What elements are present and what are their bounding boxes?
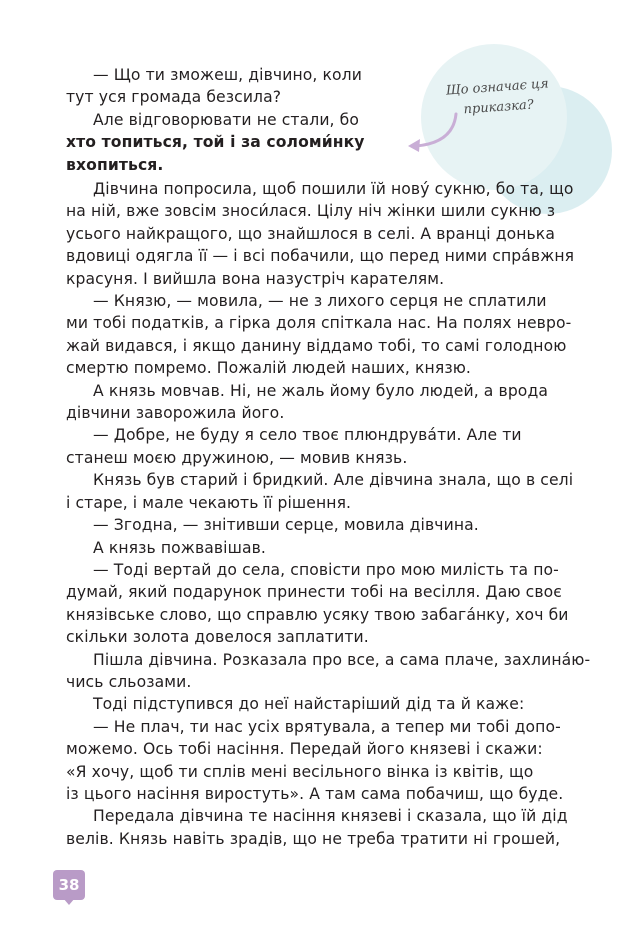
text-line: Князь був старий і бридкий. Але дівчина знала, що в селі [93, 471, 574, 490]
proverb-text: вхопиться. [66, 155, 164, 174]
text-line: чись сльозами. [66, 672, 192, 691]
text-line: Пішла дівчина. Розказала про все, а сама плаче, захлина́ю- [93, 650, 591, 669]
story-text-top [66, 64, 398, 176]
text-line: думай, який подарунок принести тобі на весілля. Даю своє [66, 583, 562, 602]
text-line: Дівчина попросила, щоб пошили їй нову́ сукню, бо та, що [93, 180, 574, 198]
text-line: ми тобі податків, а гірка доля спіткала нас. На полях невро- [66, 314, 572, 333]
text-line: із цього насіння виростуть». А там сама побачиш, що буде. [66, 784, 564, 803]
text-line: — Згодна, — знітивши серце, мовила дівчина. [93, 516, 479, 535]
note-line-1: Що означає ця [445, 76, 550, 99]
proverb-text: хто топиться, той і за соломи́нку [66, 133, 365, 152]
text-line: Тоді підступився до неї найстаріший дід та й каже: [93, 695, 525, 714]
text-line: тут уся громада безсила? [66, 88, 282, 107]
text-line: А князь пожвавішав. [93, 538, 266, 557]
text-line: дівчини заворожила його. [66, 404, 285, 423]
note-line-2: приказка? [463, 97, 535, 118]
text-line: князівське слово, що справлю усяку твою забага́нку, хоч би [66, 605, 569, 624]
text-line: велів. Князь навіть зрадів, що не треба тратити ні грошей, [66, 829, 561, 848]
page-number-badge-tail [63, 898, 75, 905]
text-line: усього найкращого, що знайшлося в селі. А вранці донька [66, 224, 555, 243]
text-line: жай видався, і якщо данину віддамо тобі, то самі голодною [66, 336, 567, 355]
text-line: вдовиці одягла її — і всі побачили, що перед ними спра́вжня [66, 247, 575, 266]
text-line: і старе, і мале чекають її рішення. [66, 493, 352, 512]
text-line: «Я хочу, щоб ти сплів мені весільного вінка із квітів, що [66, 762, 534, 781]
text-line: станеш моєю дружиною, — мовив князь. [66, 448, 408, 467]
text-line: — Тоді вертай до села, сповісти про мою милість та по- [93, 560, 559, 579]
text-line: Але відговорювати не стали, бо [93, 110, 360, 129]
text-line: скільки золота довелося заплатити. [66, 628, 369, 647]
text-line: на ній, вже зовсім зноси́лася. Цілу ніч жінки шили сукню з [66, 202, 556, 221]
text-line: — Не плач, ти нас усіх врятувала, а тепер ми тобі допо- [93, 717, 561, 736]
story-text-main [66, 178, 596, 850]
text-line: смертю помремо. Пожалій людей наших, князю. [66, 359, 471, 378]
text-line: красуня. І вийшла вона назустріч карателям. [66, 269, 445, 288]
text-line: — Що ти зможеш, дівчино, коли [93, 66, 362, 84]
text-line: — Князю, — мовила, — не з лихого серця не сплатили [93, 292, 547, 311]
text-line: Передала дівчина те насіння князеві і сказала, що їй дід [93, 807, 568, 826]
text-line: можемо. Ось тобі насіння. Передай його князеві і скажи: [66, 740, 543, 759]
text-line: — Добре, не буду я село твоє плюндрува́ти. Але ти [93, 426, 522, 445]
text-line: А князь мовчав. Ні, не жаль йому було людей, а врода [93, 381, 548, 400]
curved-arrow-icon [404, 112, 464, 162]
page-number-badge: 38 [53, 870, 85, 900]
